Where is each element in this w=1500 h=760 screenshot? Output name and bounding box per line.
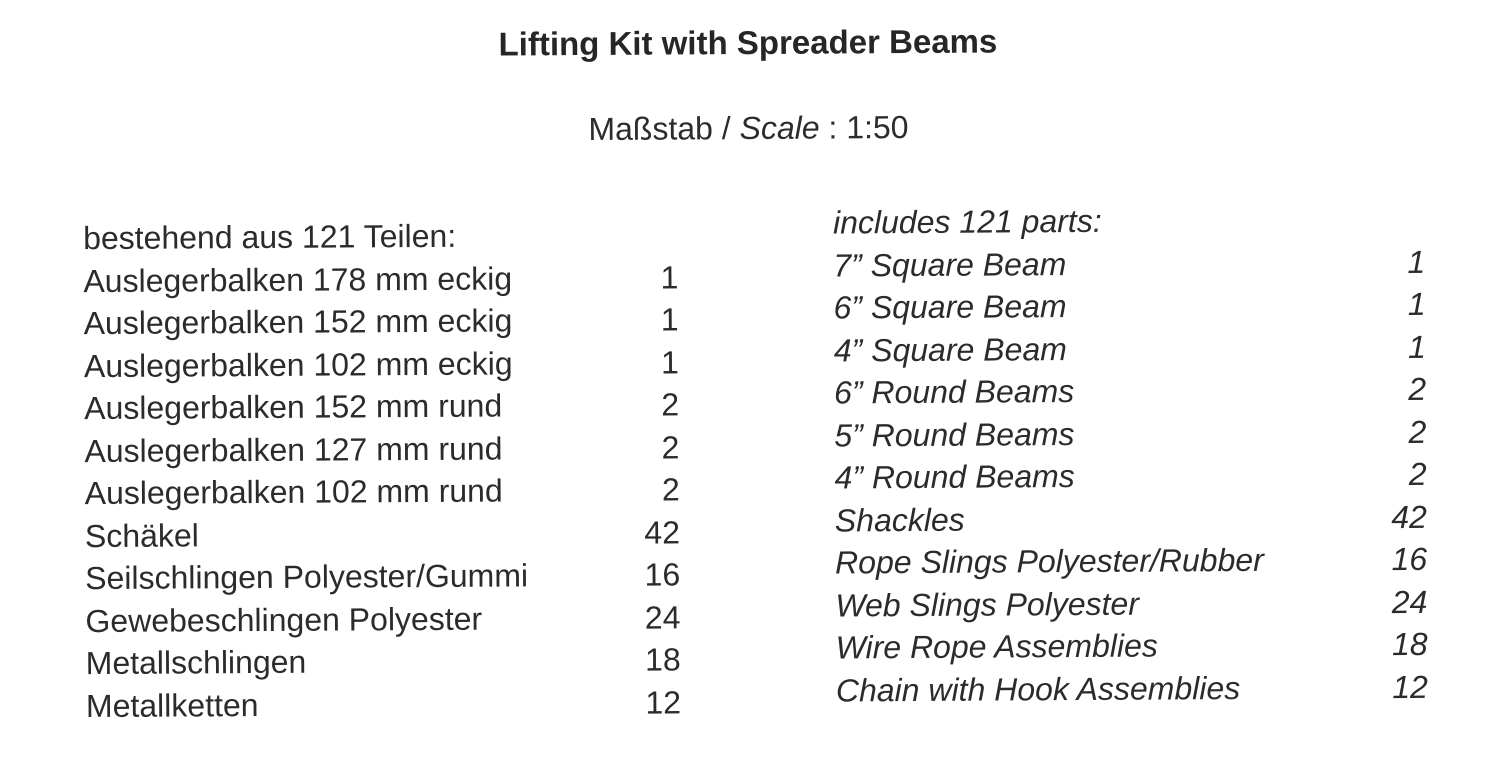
- german-item: [84, 298, 694, 344]
- item-quantity: 16: [1391, 540, 1428, 578]
- item-quantity: 2: [1408, 370, 1427, 407]
- item-quantity: 2: [661, 386, 680, 423]
- english-item: [835, 580, 1435, 626]
- item-quantity: 42: [1391, 498, 1427, 535]
- item-name: Auslegerbalken 178 mm eckig: [83, 259, 513, 299]
- item-quantity: 1: [1407, 243, 1426, 280]
- item-name: Wire Rope Assemblies: [835, 627, 1158, 666]
- item-quantity: 42: [644, 513, 681, 551]
- scale-line: [0, 105, 1499, 151]
- item-name: Auslegerbalken 102 mm rund: [84, 472, 503, 512]
- german-item: [86, 681, 696, 727]
- item-quantity: 2: [1408, 413, 1427, 450]
- item-name: 7” Square Beam: [833, 245, 1067, 283]
- item-name: 4” Round Beams: [834, 458, 1075, 496]
- scale-value: : 1:50: [819, 109, 909, 146]
- item-quantity: 1: [1407, 285, 1426, 322]
- item-quantity: 2: [661, 471, 680, 508]
- item-name: Web Slings Polyester: [835, 585, 1140, 623]
- english-item: [836, 623, 1436, 669]
- item-name: Auslegerbalken 152 mm eckig: [83, 302, 513, 342]
- item-quantity: 24: [644, 598, 681, 636]
- english-item: [834, 368, 1434, 414]
- german-item: [85, 553, 695, 599]
- english-parts-list: [833, 198, 1436, 712]
- german-item: [84, 383, 694, 429]
- item-name: Schäkel: [84, 516, 199, 554]
- english-heading: includes 121 parts:: [832, 202, 1102, 241]
- item-quantity: 12: [645, 683, 682, 721]
- english-item: [834, 410, 1434, 456]
- item-name: Auslegerbalken 152 mm rund: [84, 387, 503, 427]
- item-name: Auslegerbalken 102 mm eckig: [83, 344, 513, 384]
- german-item: [85, 511, 695, 557]
- item-name: Seilschlingen Polyester/Gummi: [85, 557, 529, 597]
- item-name: 6” Square Beam: [833, 288, 1067, 326]
- item-name: Gewebeschlingen Polyester: [85, 600, 483, 639]
- item-quantity: 1: [660, 301, 679, 338]
- item-name: Metallketten: [85, 686, 259, 724]
- english-item: [833, 283, 1433, 329]
- german-parts-list: [83, 213, 696, 727]
- item-quantity: 2: [1408, 455, 1427, 492]
- item-quantity: 18: [1391, 625, 1428, 663]
- item-quantity: 16: [644, 556, 681, 593]
- german-item: [84, 341, 694, 387]
- german-item: [85, 596, 695, 642]
- german-item: [86, 638, 696, 684]
- page-title: Lifting Kit with Spreader Beams: [498, 22, 998, 63]
- english-item: [834, 325, 1434, 371]
- english-item: [835, 495, 1435, 541]
- item-name: Shackles: [834, 501, 965, 538]
- german-item: [85, 468, 695, 514]
- item-quantity: 12: [1392, 668, 1428, 705]
- english-item: [836, 665, 1436, 711]
- item-quantity: 1: [660, 343, 679, 381]
- scale-separator: /: [712, 110, 740, 147]
- item-name: Rope Slings Polyester/Rubber: [835, 541, 1264, 581]
- item-quantity: 2: [661, 428, 680, 466]
- item-quantity: 24: [1391, 583, 1428, 620]
- item-quantity: 1: [660, 258, 679, 296]
- item-name: 4” Square Beam: [833, 330, 1067, 368]
- english-item: [834, 453, 1434, 499]
- item-name: 6” Round Beams: [833, 373, 1075, 411]
- german-heading: bestehend aus 121 Teilen:: [83, 217, 457, 257]
- item-quantity: 18: [645, 641, 681, 678]
- item-name: Auslegerbalken 127 mm rund: [84, 430, 503, 469]
- item-quantity: 1: [1407, 328, 1426, 365]
- item-name: 5” Round Beams: [834, 415, 1075, 453]
- english-item: [833, 240, 1433, 286]
- item-name: Chain with Hook Assemblies: [835, 669, 1241, 708]
- scale-label-de: Maßstab: [588, 110, 713, 147]
- scale-label-en: Scale: [739, 109, 820, 147]
- german-item: [84, 426, 694, 472]
- english-item: [835, 538, 1435, 584]
- item-name: Metallschlingen: [85, 643, 307, 682]
- german-item: [83, 256, 693, 302]
